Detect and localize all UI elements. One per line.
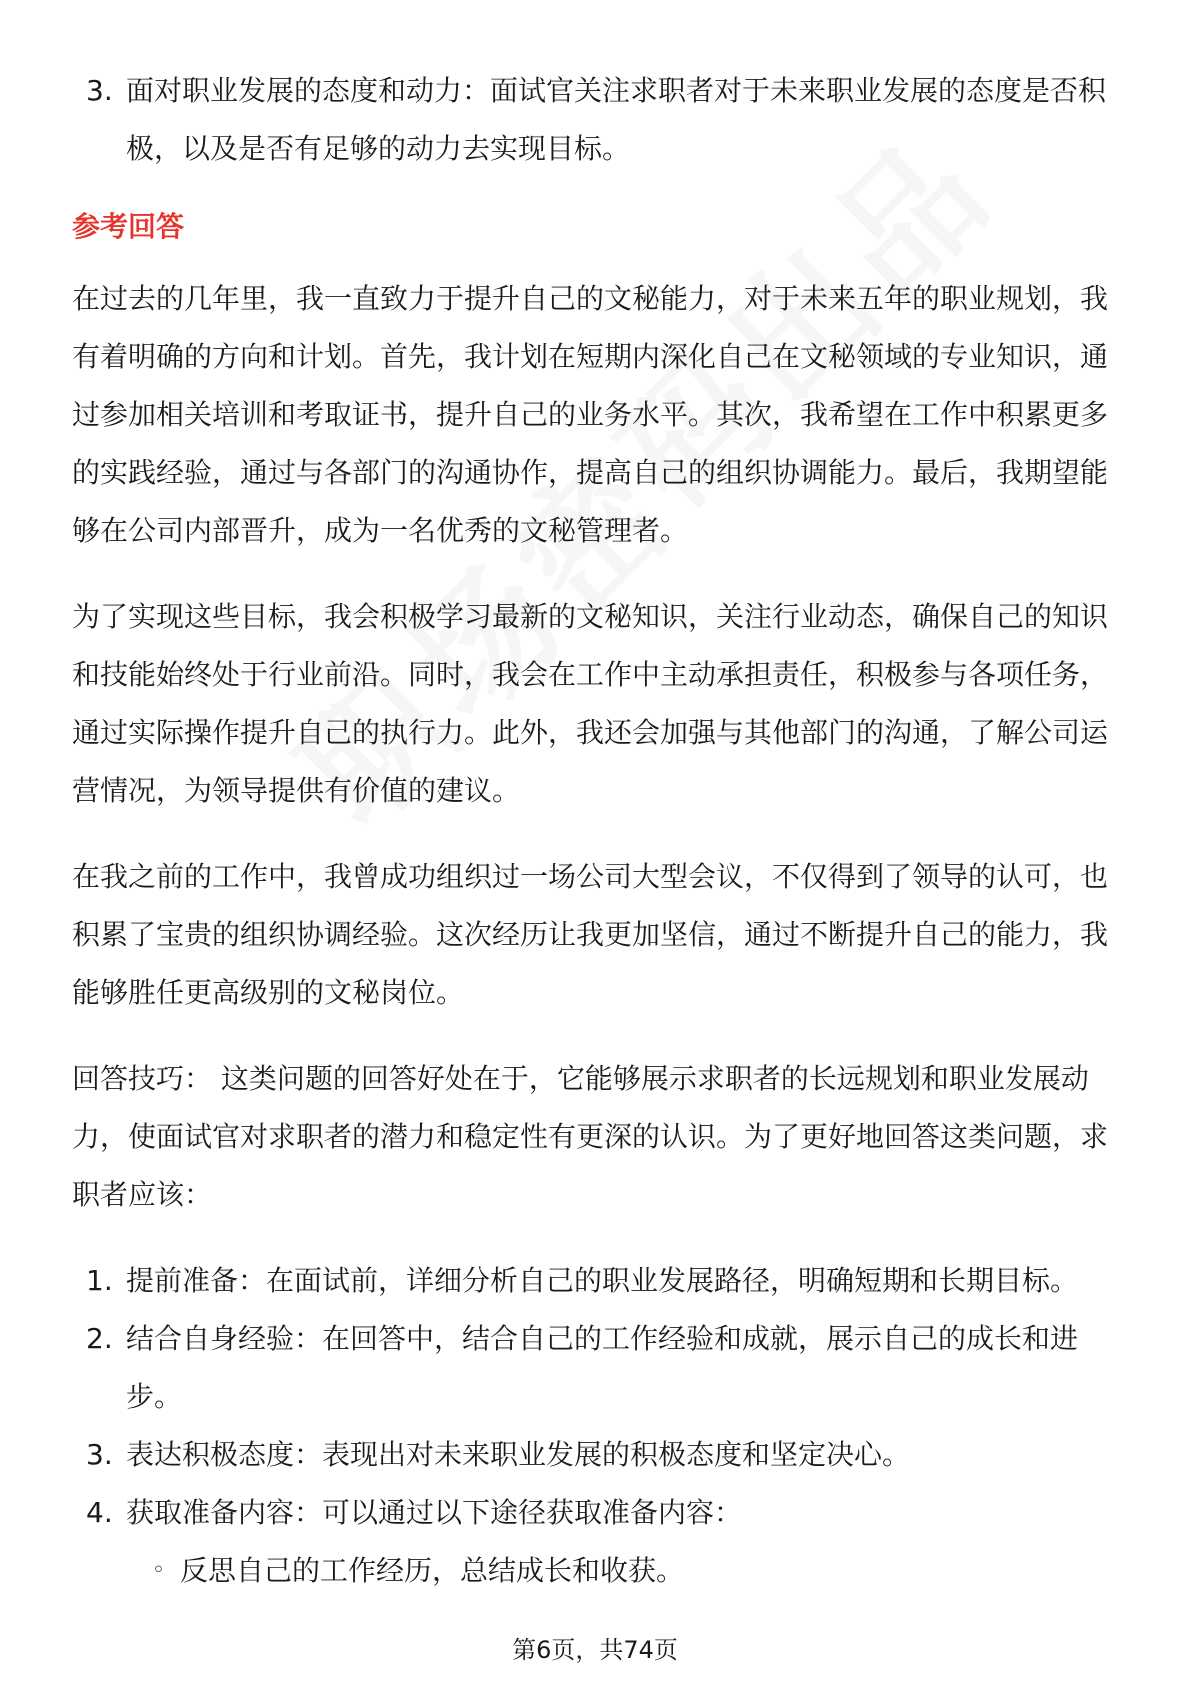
criteria-list (72, 62, 1122, 178)
sub-list-item (152, 1542, 1122, 1600)
list-item (72, 1484, 1122, 1542)
section-heading: 参考回答 (72, 210, 185, 243)
tips-paragraph: 回答技巧： 这类问题的回答好处在于，它能够展示求职者的长远规划和职业发展动力，使面试官对求职者的潜力和稳定性有更深的认识。为了更好地回答这类问题，求职者应该： (72, 1062, 1109, 1211)
list-item-text: 获取准备内容：可以通过以下途径获取准备内容： (126, 1496, 743, 1529)
answer-paragraph: 为了实现这些目标，我会积极学习最新的文秘知识，关注行业动态，确保自己的知识和技能始终处于行业前沿。同时，我会在工作中主动承担责任，积极参与各项任务，通过实际操作提升自己的执行力。此外，我还会加强与其他部门的沟通，了解公司运营情况，为领导提供有价值的建议。 (72, 600, 1109, 807)
list-item (72, 1426, 1122, 1484)
sub-list-item-text: 反思自己的工作经历，总结成长和收获。 (180, 1554, 685, 1587)
answer-paragraph: 在我之前的工作中，我曾成功组织过一场公司大型会议，不仅得到了领导的认可，也积累了宝贵的组织协调经验。这次经历让我更加坚信，通过不断提升自己的能力，我能够胜任更高级别的文秘岗位。 (72, 860, 1109, 1009)
list-item-text: 结合自身经验：在回答中，结合自己的工作经验和成就，展示自己的成长和进步。 (126, 1322, 1079, 1413)
tips-list (72, 1252, 1122, 1542)
page-number: 第6页，共74页 (512, 1636, 678, 1664)
list-item-text: 面对职业发展的态度和动力：面试官关注求职者对于未来职业发展的态度是否积极，以及是否有足够的动力去实现目标。 (126, 74, 1107, 165)
document-content (72, 62, 1122, 1600)
list-number: 3. (86, 74, 113, 107)
answer-paragraph: 在过去的几年里，我一直致力于提升自己的文秘能力，对于未来五年的职业规划，我有着明确的方向和计划。首先，我计划在短期内深化自己在文秘领域的专业知识，通过参加相关培训和考取证书，提升自己的业务水平。其次，我希望在工作中积累更多的实践经验，通过与各部门的沟通协作，提高自己的组织协调能力。最后，我期望能够在公司内部晋升，成为一名优秀的文秘管理者。 (72, 282, 1109, 547)
list-item-text: 提前准备：在面试前，详细分析自己的职业发展路径，明确短期和长期目标。 (126, 1264, 1079, 1297)
list-number: 4. (86, 1496, 113, 1529)
sub-list (72, 1542, 1122, 1600)
bullet-icon: ◦ (152, 1558, 165, 1583)
list-item-text: 表达积极态度：表现出对未来职业发展的积极态度和坚定决心。 (126, 1438, 911, 1471)
list-number: 2. (86, 1322, 113, 1355)
list-number: 1. (86, 1264, 113, 1297)
list-number: 3. (86, 1438, 113, 1471)
list-item (72, 62, 1122, 178)
list-item (72, 1252, 1122, 1310)
list-item (72, 1310, 1122, 1426)
